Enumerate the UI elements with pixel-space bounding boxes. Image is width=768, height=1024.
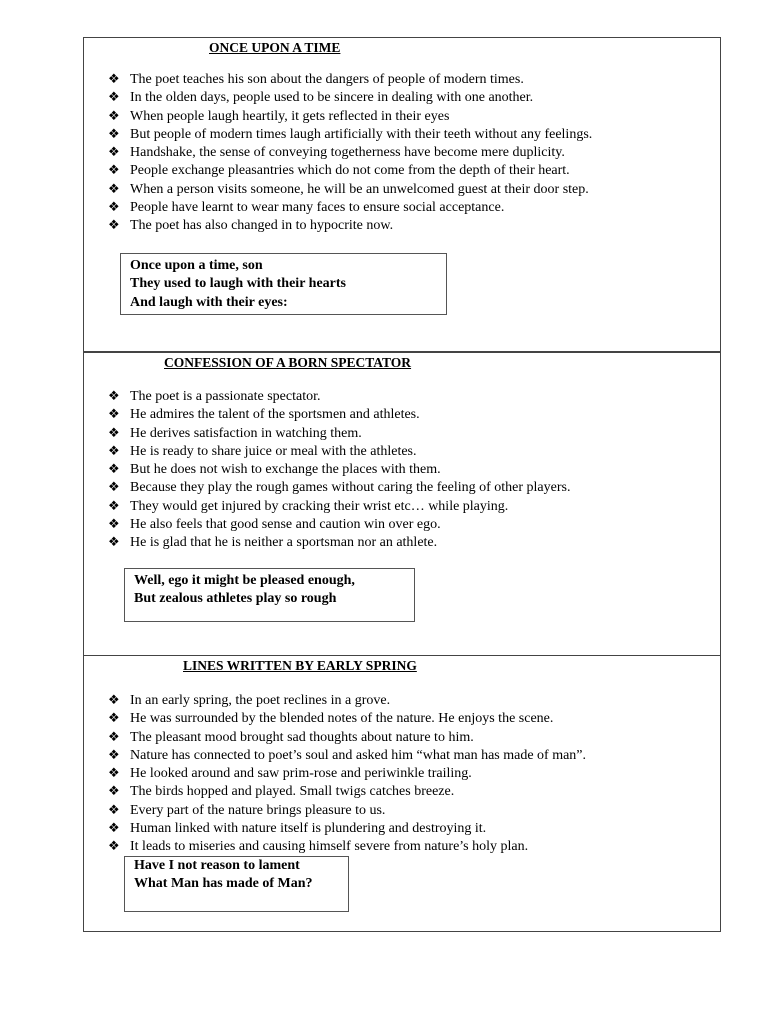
diamond-bullet-icon: ❖ [108,200,120,216]
list-item: ❖ When people laugh heartily, it gets reflected in their eyes [106,108,592,126]
diamond-bullet-icon: ❖ [108,72,120,87]
list-item: ❖ In an early spring, the poet reclines in a grove. [106,692,586,710]
list-item: ❖ Nature has connected to poet’s soul and asked him “what man has made of man”. [106,747,586,765]
list-item: ❖ Handshake, the sense of conveying togetherness have become mere duplicity. [106,144,592,162]
diamond-bullet-icon: ❖ [108,407,120,423]
list-item: ❖ Human linked with nature itself is plundering and destroying it. [106,820,586,838]
points-list [106,692,586,857]
quote-line: But zealous athletes play so rough [134,591,337,607]
diamond-bullet-icon: ❖ [108,218,120,234]
quote-line: And laugh with their eyes: [130,294,288,310]
diamond-bullet-icon: ❖ [108,535,120,551]
points-list [106,388,570,553]
diamond-bullet-icon: ❖ [108,90,120,106]
diamond-bullet-icon: ❖ [108,443,120,459]
section-title: CONFESSION OF A BORN SPECTATOR [164,355,412,370]
diamond-bullet-icon: ❖ [108,389,120,404]
diamond-bullet-icon: ❖ [108,498,120,514]
list-item: ❖ He looked around and saw prim-rose and periwinkle trailing. [106,765,586,783]
list-item: ❖ The birds hopped and played. Small twigs catches breeze. [106,783,586,801]
quote-box [120,253,447,315]
list-item: ❖ But people of modern times laugh artificially with their teeth without any feelings. [106,126,592,144]
list-item: ❖ They would get injured by cracking their wrist etc… while playing. [106,498,570,516]
list-item: ❖ The pleasant mood brought sad thoughts about nature to him. [106,729,586,747]
quote-line: Once upon a time, son [130,258,263,273]
section-confession-of-a-born-spectator [84,351,720,655]
document-frame [83,37,721,932]
list-item: ❖ He also feels that good sense and caution win over ego. [106,516,570,534]
diamond-bullet-icon: ❖ [108,425,120,441]
diamond-bullet-icon: ❖ [108,145,120,161]
diamond-bullet-icon: ❖ [108,747,120,763]
list-item: ❖ It leads to miseries and causing himself severe from nature’s holy plan. [106,838,586,856]
list-item: ❖ He admires the talent of the sportsmen and athletes. [106,406,570,424]
list-item: ❖ The poet is a passionate spectator. [106,388,570,406]
section-once-upon-a-time [84,38,720,351]
diamond-bullet-icon: ❖ [108,126,120,142]
diamond-bullet-icon: ❖ [108,766,120,782]
diamond-bullet-icon: ❖ [108,839,120,855]
diamond-bullet-icon: ❖ [108,711,120,727]
diamond-bullet-icon: ❖ [108,784,120,800]
list-item: ❖ People have learnt to wear many faces to ensure social acceptance. [106,199,592,217]
quote-box [124,856,349,912]
diamond-bullet-icon: ❖ [108,802,120,818]
list-item: ❖ In the olden days, people used to be sincere in dealing with one another. [106,89,592,107]
quote-line: Have I not reason to lament [134,858,300,873]
quote-line: What Man has made of Man? [134,876,313,892]
list-item: ❖ When a person visits someone, he will be an unwelcomed guest at their door step. [106,181,592,199]
diamond-bullet-icon: ❖ [108,480,120,496]
section-title: LINES WRITTEN BY EARLY SPRING [183,658,417,673]
diamond-bullet-icon: ❖ [108,108,120,124]
list-item: ❖ The poet has also changed in to hypocrite now. [106,217,592,235]
list-item: ❖ He is glad that he is neither a sportsman nor an athlete. [106,534,570,552]
diamond-bullet-icon: ❖ [108,821,120,837]
list-item: ❖ He derives satisfaction in watching them. [106,425,570,443]
list-item: ❖ Because they play the rough games without caring the feeling of other players. [106,479,570,497]
list-item: ❖ But he does not wish to exchange the places with them. [106,461,570,479]
list-item: ❖ Every part of the nature brings pleasure to us. [106,802,586,820]
quote-line: Well, ego it might be pleased enough, [134,573,355,588]
list-item: ❖ The poet teaches his son about the dangers of people of modern times. [106,71,592,89]
diamond-bullet-icon: ❖ [108,462,120,478]
diamond-bullet-icon: ❖ [108,163,120,179]
points-list [106,71,592,236]
list-item: ❖ He is ready to share juice or meal with the athletes. [106,443,570,461]
quote-line: They used to laugh with their hearts [130,276,346,292]
section-title: ONCE UPON A TIME [209,40,341,55]
list-item: ❖ People exchange pleasantries which do not come from the depth of their heart. [106,162,592,180]
diamond-bullet-icon: ❖ [108,693,120,708]
diamond-bullet-icon: ❖ [108,729,120,745]
list-item: ❖ He was surrounded by the blended notes of the nature. He enjoys the scene. [106,710,586,728]
diamond-bullet-icon: ❖ [108,181,120,197]
diamond-bullet-icon: ❖ [108,517,120,533]
quote-box [124,568,415,622]
section-lines-written-by-early-spring [84,655,720,931]
